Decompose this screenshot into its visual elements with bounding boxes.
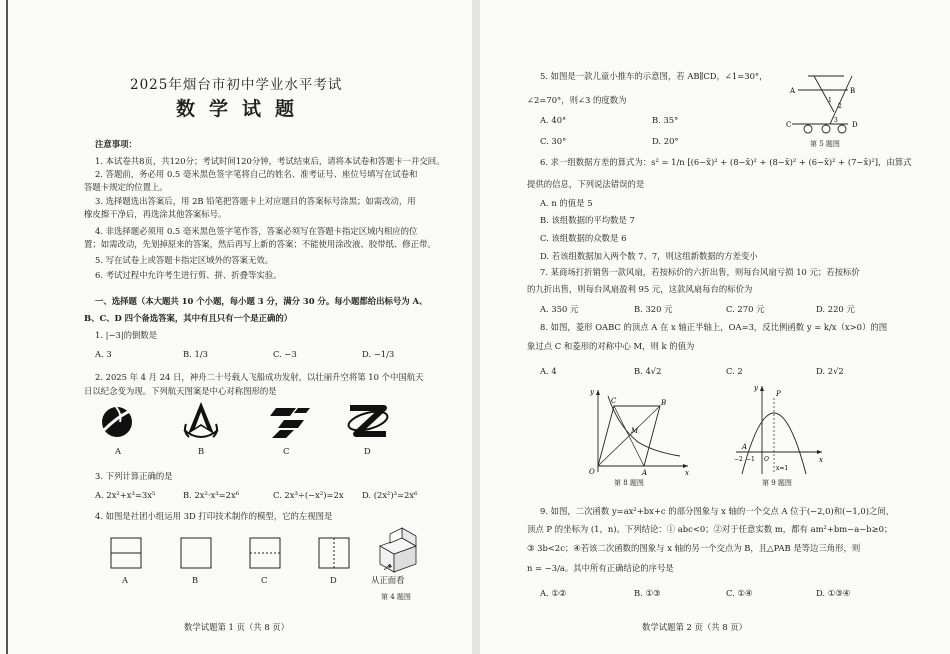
q7-option-a: A. 350 元 <box>540 304 579 314</box>
q3-stem: 3. 下列计算正确的是 <box>95 471 173 481</box>
notice-item: 3. 选择题选出答案后，用 2B 铅笔把答题卡上对应题目的答案标号涂黑；如需改动，用 <box>95 196 416 206</box>
q6-stem: 提供的信息，下列说法错误的是 <box>527 179 645 189</box>
notice-item: 4. 非选择题必须用 0.5 毫米黑色签字笔作答，答案必须写在答题卡指定区域内相应的位 <box>95 226 418 236</box>
exam-page-1 <box>0 0 472 654</box>
fig8-label-o: O <box>589 468 595 476</box>
fig8-label-b: B <box>661 399 667 407</box>
fig5-angle-2: 2 <box>838 103 842 110</box>
fig5-label-a: A <box>790 87 796 95</box>
q8-caption: 第 8 题图 <box>614 479 644 487</box>
q3-option-a: A. 2x²+x³=3x⁵ <box>95 490 156 500</box>
q9-stem: ③ 3b<2c；④若该二次函数的图象与 x 轴的另一个交点为 B，且△PAB 是等边三角形，则 <box>527 543 861 553</box>
q3-option-d: D. (2x²)³=2x⁶ <box>362 490 418 500</box>
rhombus-figure <box>584 386 692 476</box>
q6-stem: 6. 求一组数据方差的算式为：s² = 1/n [(6−x̄)² + (8−x̄)² + (8−x̄)² + (6−x̄)² + (7−x̄)²]，由算式 <box>540 157 912 167</box>
q1-option-b: B. 1/3 <box>183 349 208 359</box>
q3-option-b: B. 2x²·x³=2x⁶ <box>183 490 240 500</box>
q2-label-c: C <box>283 446 290 456</box>
view-option-c <box>249 537 281 569</box>
q7-stem: 的九折出售，则每台风扇盈利 95 元，这款风扇每台的标价为 <box>527 284 753 294</box>
q9-option-b: B. ①③ <box>634 588 661 598</box>
fig5-label-d: D <box>852 121 858 129</box>
q9-stem: n = −3/a。其中所有正确结论的序号是 <box>527 563 674 573</box>
emblem-c-figure <box>266 404 314 440</box>
notice-item: 答题卡规定的位置上。 <box>84 182 168 192</box>
fig9-label-minus2: −2 <box>734 456 743 463</box>
q7-option-c: C. 270 元 <box>726 304 765 314</box>
emblem-b-figure <box>180 400 222 442</box>
parabola-figure <box>734 382 826 478</box>
q2-label-d: D <box>364 446 371 456</box>
notice-item: 2. 答题前，务必用 0.5 毫米黑色签字笔将自己的姓名、准考证号、座位号填写在试卷和 <box>95 169 418 179</box>
fig9-label-p: P <box>776 390 781 398</box>
fig8-label-c: C <box>611 397 617 405</box>
fig9-label-a: A <box>742 443 748 451</box>
notice-item: 橡皮擦干净后，再选涂其他答案标号。 <box>84 209 227 219</box>
q2-stem: 2. 2025 年 4 月 24 日，神舟二十号载人飞船成功发射，以壮丽升空将第 10 个中国航天 <box>95 372 424 382</box>
notice-item: 置；如需改动，先划掉原来的答案，然后再写上新的答案；不能使用涂改液、胶带纸、修正带。 <box>84 239 436 249</box>
q7-option-d: D. 220 元 <box>816 304 855 314</box>
q9-option-d: D. ①③④ <box>816 588 851 598</box>
notice-item: 6. 考试过程中允许考生进行剪、拼、折叠等实验。 <box>95 270 282 280</box>
q5-stem: 5. 如图是一款儿童小推车的示意图，若 AB∥CD，∠1=30°， <box>540 71 768 81</box>
q8-option-a: A. 4 <box>540 366 557 376</box>
q8-option-b: B. 4√2 <box>634 366 662 376</box>
page-gutter <box>472 0 480 654</box>
exam-header: 2025年烟台市初中学业水平考试 <box>130 77 343 93</box>
fig8-label-m: M <box>631 427 639 435</box>
model-3d-figure <box>376 526 420 576</box>
fig8-label-x: x <box>685 469 689 476</box>
page-footer: 数学试题第 2 页（共 8 页） <box>642 622 748 632</box>
q9-stem: 顶点 P 的坐标为 (1，n)。下列结论：① abc<0；②对于任意实数 m，都有 am²+bm−a−b≥0； <box>527 524 893 534</box>
emblem-d-figure <box>344 402 392 440</box>
q2-stem: 日以纪念变为现。下列航天图案是中心对称图形的是 <box>84 386 277 396</box>
q1-option-c: C. −3 <box>273 349 297 359</box>
q6-option-b: B. 该组数据的平均数是 7 <box>540 215 635 225</box>
emblem-a-figure <box>96 404 142 440</box>
fig5-angle-1: 1 <box>828 97 832 104</box>
q4-label-b: B <box>192 575 199 585</box>
fig5-label-c: C <box>786 121 792 129</box>
q6-option-a: A. n 的值是 5 <box>540 198 593 208</box>
q8-stem: 象过点 C 和菱形的对称中心 M，则 k 的值为 <box>527 341 695 351</box>
fig5-label-b: B <box>850 87 856 95</box>
q5-option-d: D. 20° <box>652 136 679 146</box>
q1-option-d: D. −1/3 <box>362 349 395 359</box>
q4-label-d: D <box>330 575 337 585</box>
fig9-label-x: x <box>819 456 823 464</box>
q4-caption: 第 4 题图 <box>381 593 411 601</box>
q5-option-c: C. 30° <box>540 136 567 146</box>
fig8-label-y: y <box>590 388 594 396</box>
q5-option-a: A. 40° <box>540 115 567 125</box>
fig9-label-o: O <box>764 456 769 463</box>
front-view-label: 从正面看 <box>371 575 405 585</box>
q9-stem: 9. 如图，二次函数 y=ax²+bx+c 的部分图象与 x 轴的一个交点 A 位于(−2,0)和(−1,0)之间， <box>540 506 895 516</box>
q1-option-a: A. 3 <box>95 349 112 359</box>
view-option-d <box>318 537 350 569</box>
view-option-a <box>110 537 142 569</box>
notice-item: 5. 写在试卷上或答题卡指定区域外的答案无效。 <box>95 255 274 265</box>
q3-option-c: C. 2x³÷(−x²)=2x <box>273 490 344 500</box>
notice-item: 1. 本试卷共8页，共120分；考试时间120分钟，考试结束后，请将本试卷和答题卡一并交回。 <box>95 156 445 166</box>
fig5-angle-3: 3 <box>834 117 838 124</box>
q5-caption: 第 5 题图 <box>810 140 840 148</box>
page-footer: 数学试题第 1 页（共 8 页） <box>184 622 290 632</box>
q7-option-b: B. 320 元 <box>634 304 673 314</box>
q2-label-a: A <box>115 446 122 456</box>
q9-option-a: A. ①② <box>540 588 567 598</box>
notice-title: 注意事项： <box>95 139 137 149</box>
fig9-label-axis: x=1 <box>776 465 789 472</box>
q4-label-a: A <box>122 575 129 585</box>
stroller-figure <box>786 74 868 136</box>
q6-option-d: D. 若该组数据加入两个数 7、7，则这组新数据的方差变小 <box>540 251 758 261</box>
q5-stem: ∠2=70°，则∠3 的度数为 <box>527 95 627 105</box>
section-heading: 一、选择题（本大题共 10 个小题，每小题 3 分，满分 30 分。每小题都给出标号为 A、 <box>95 296 428 306</box>
exam-title: 数学试题 <box>176 98 309 120</box>
section-heading: B、C、D 四个备选答案，其中有且只有一个是正确的） <box>84 313 293 323</box>
q6-option-c: C. 该组数据的众数是 6 <box>540 233 627 243</box>
binding-edge <box>6 0 8 654</box>
q8-stem: 8. 如图，菱形 OABC 的顶点 A 在 x 轴正半轴上，OA=3，反比例函数 y = k/x（x>0）的图 <box>540 322 888 332</box>
view-option-b <box>180 537 212 569</box>
q8-option-c: C. 2 <box>726 366 743 376</box>
q5-option-b: B. 35° <box>652 115 679 125</box>
q8-option-d: D. 2√2 <box>816 366 844 376</box>
q2-label-b: B <box>198 446 205 456</box>
q9-option-c: C. ①④ <box>726 588 753 598</box>
exam-page-2 <box>480 0 950 654</box>
q9-caption: 第 9 题图 <box>762 479 792 487</box>
fig8-label-a: A <box>642 469 648 476</box>
q1-stem: 1. |−3|的倒数是 <box>95 330 158 340</box>
q7-stem: 7. 某商场打折销售一款风扇，若按标价的六折出售，则每台风扇亏损 10 元；若按标价 <box>540 267 860 277</box>
fig9-label-minus1: −1 <box>746 456 755 463</box>
q4-stem: 4. 如图是社团小组运用 3D 打印技术制作的模型，它的左视图是 <box>95 511 333 521</box>
fig9-label-y: y <box>754 384 758 392</box>
q4-label-c: C <box>261 575 268 585</box>
